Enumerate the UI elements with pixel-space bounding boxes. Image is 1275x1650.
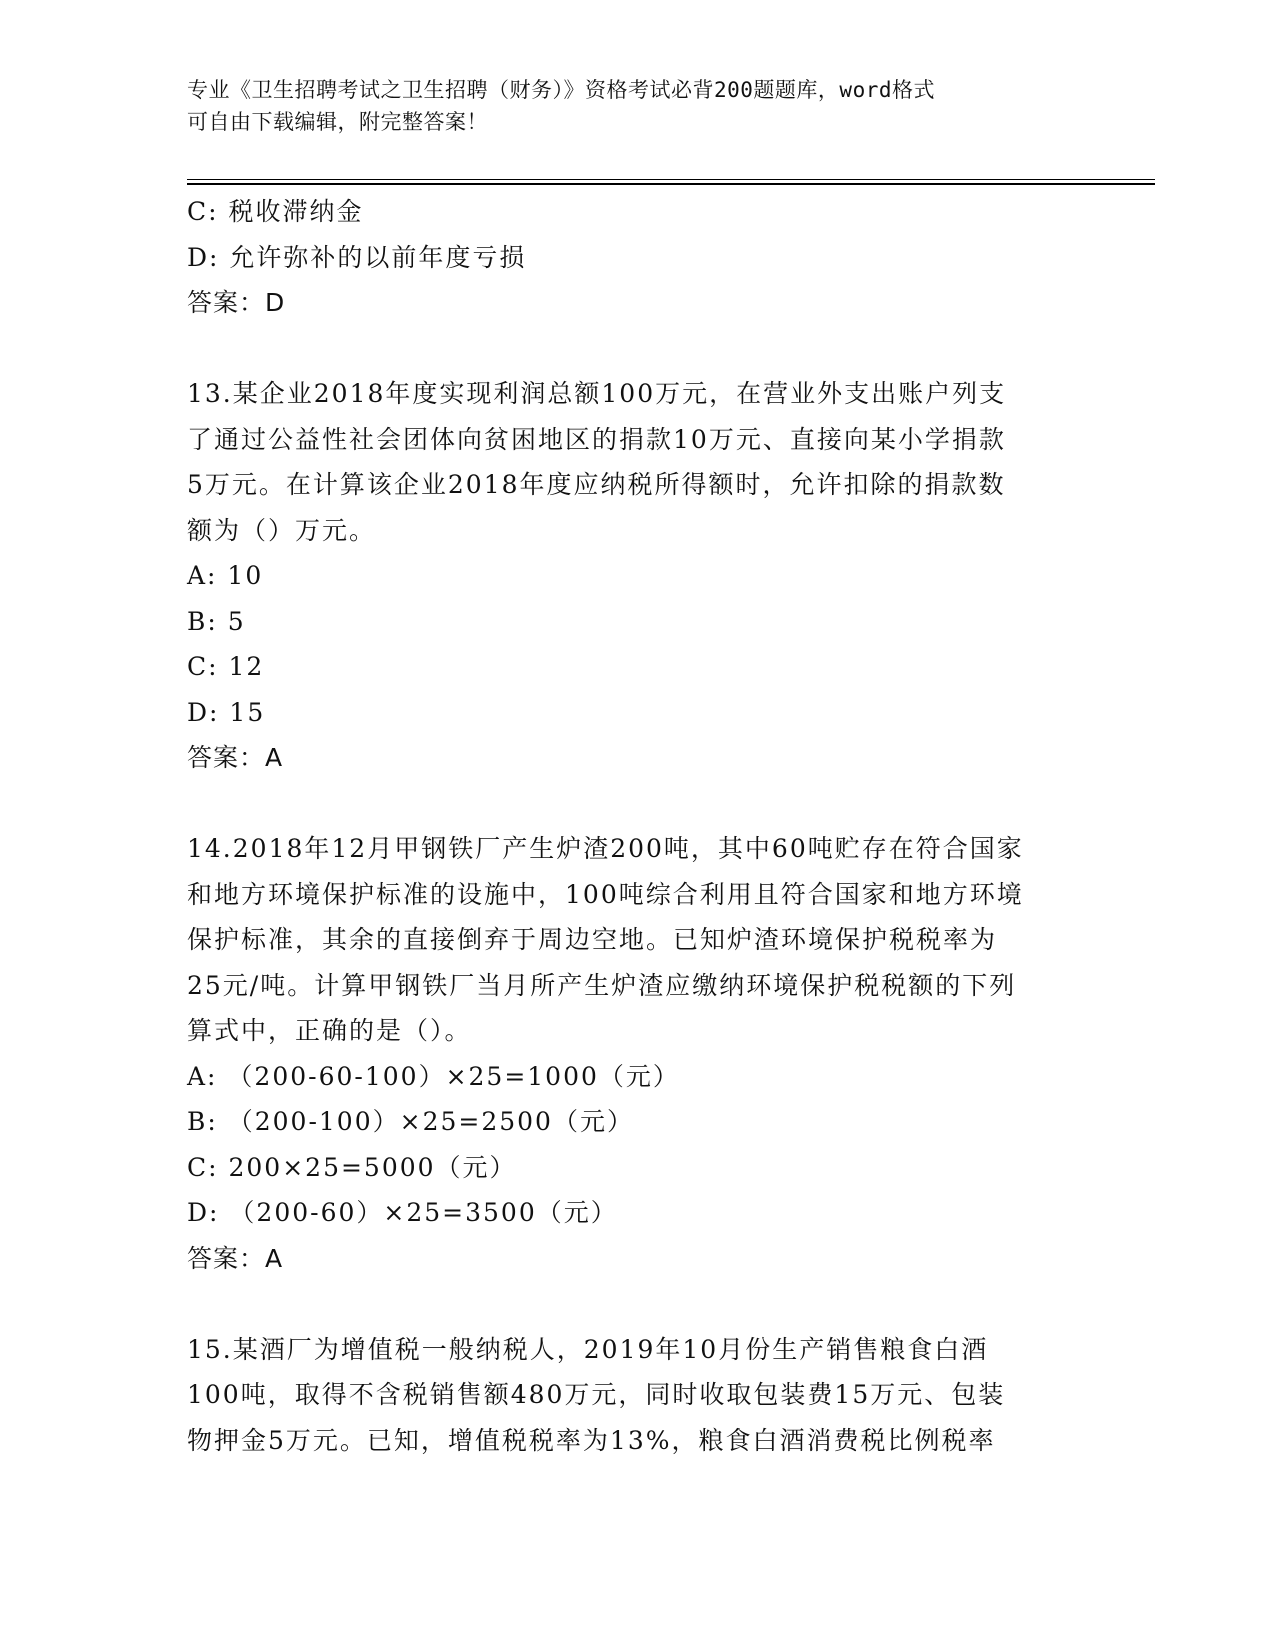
answer-line: 答案：A (187, 1243, 284, 1273)
question-14 (187, 826, 1087, 1281)
option-a: A: 10 (187, 561, 264, 590)
spacer (187, 1281, 1087, 1327)
option-c: C: 200×25=5000（元） (187, 1152, 517, 1182)
question-stem-line: 保护标准，其余的直接倒弃于周边空地。已知炉渣环境保护税税率为 (187, 925, 998, 954)
question-15 (187, 1327, 1087, 1464)
option-c: C: 税收滞纳金 (187, 197, 364, 226)
question-stem-line: 5万元。在计算该企业2018年度应纳税所得额时，允许扣除的捐款数 (187, 470, 1006, 499)
option-d: D: （200-60）×25=3500（元） (187, 1198, 618, 1227)
question-13 (187, 371, 1087, 781)
spacer (187, 326, 1087, 372)
question-stem-line: 15.某酒厂为增值税一般纳税人，2019年10月份生产销售粮食白酒 (187, 1334, 989, 1364)
header-divider (187, 179, 1155, 185)
answer-line: 答案：D (187, 288, 286, 317)
header-line-2: 可自由下载编辑，附完整答案！ (187, 110, 488, 134)
question-stem-line: 和地方环境保护标准的设施中，100吨综合利用且符合国家和地方环境 (187, 879, 1024, 909)
question-stem-line: 算式中，正确的是（）。 (187, 1016, 472, 1045)
document-body (187, 189, 1087, 1463)
option-a: A: （200-60-100）×25=1000（元） (187, 1061, 680, 1091)
option-b: B: 5 (187, 606, 246, 636)
question-stem-line: 额为（）万元。 (187, 515, 377, 545)
answer-line: 答案：A (187, 743, 284, 772)
question-stem-line: 25元/吨。计算甲钢铁厂当月所产生炉渣应缴纳环境保护税税额的下列 (187, 970, 1017, 1000)
question-stem-line: 了通过公益性社会团体向贫困地区的捐款10万元、直接向某小学捐款 (187, 424, 1006, 454)
header-line-1: 专业《卫生招聘考试之卫生招聘（财务）》资格考试必背200题题库，word格式 (187, 78, 935, 102)
option-d: D: 允许弥补的以前年度亏损 (187, 242, 527, 272)
spacer (187, 781, 1087, 827)
question-stem-line: 100吨，取得不含税销售额480万元，同时收取包装费15万元、包装 (187, 1380, 1006, 1409)
option-c: C: 12 (187, 652, 265, 681)
previous-question-tail (187, 189, 1087, 326)
question-stem-line: 14.2018年12月甲钢铁厂产生炉渣200吨，其中60吨贮存在符合国家 (187, 834, 1024, 863)
option-b: B: （200-100）×25=2500（元） (187, 1107, 634, 1136)
question-stem-line: 13.某企业2018年度实现利润总额100万元，在营业外支出账户列支 (187, 379, 1007, 408)
option-d: D: 15 (187, 697, 266, 727)
question-stem-line: 物押金5万元。已知，增值税税率为13%，粮食白酒消费税比例税率 (187, 1425, 996, 1455)
document-header (187, 74, 1087, 138)
